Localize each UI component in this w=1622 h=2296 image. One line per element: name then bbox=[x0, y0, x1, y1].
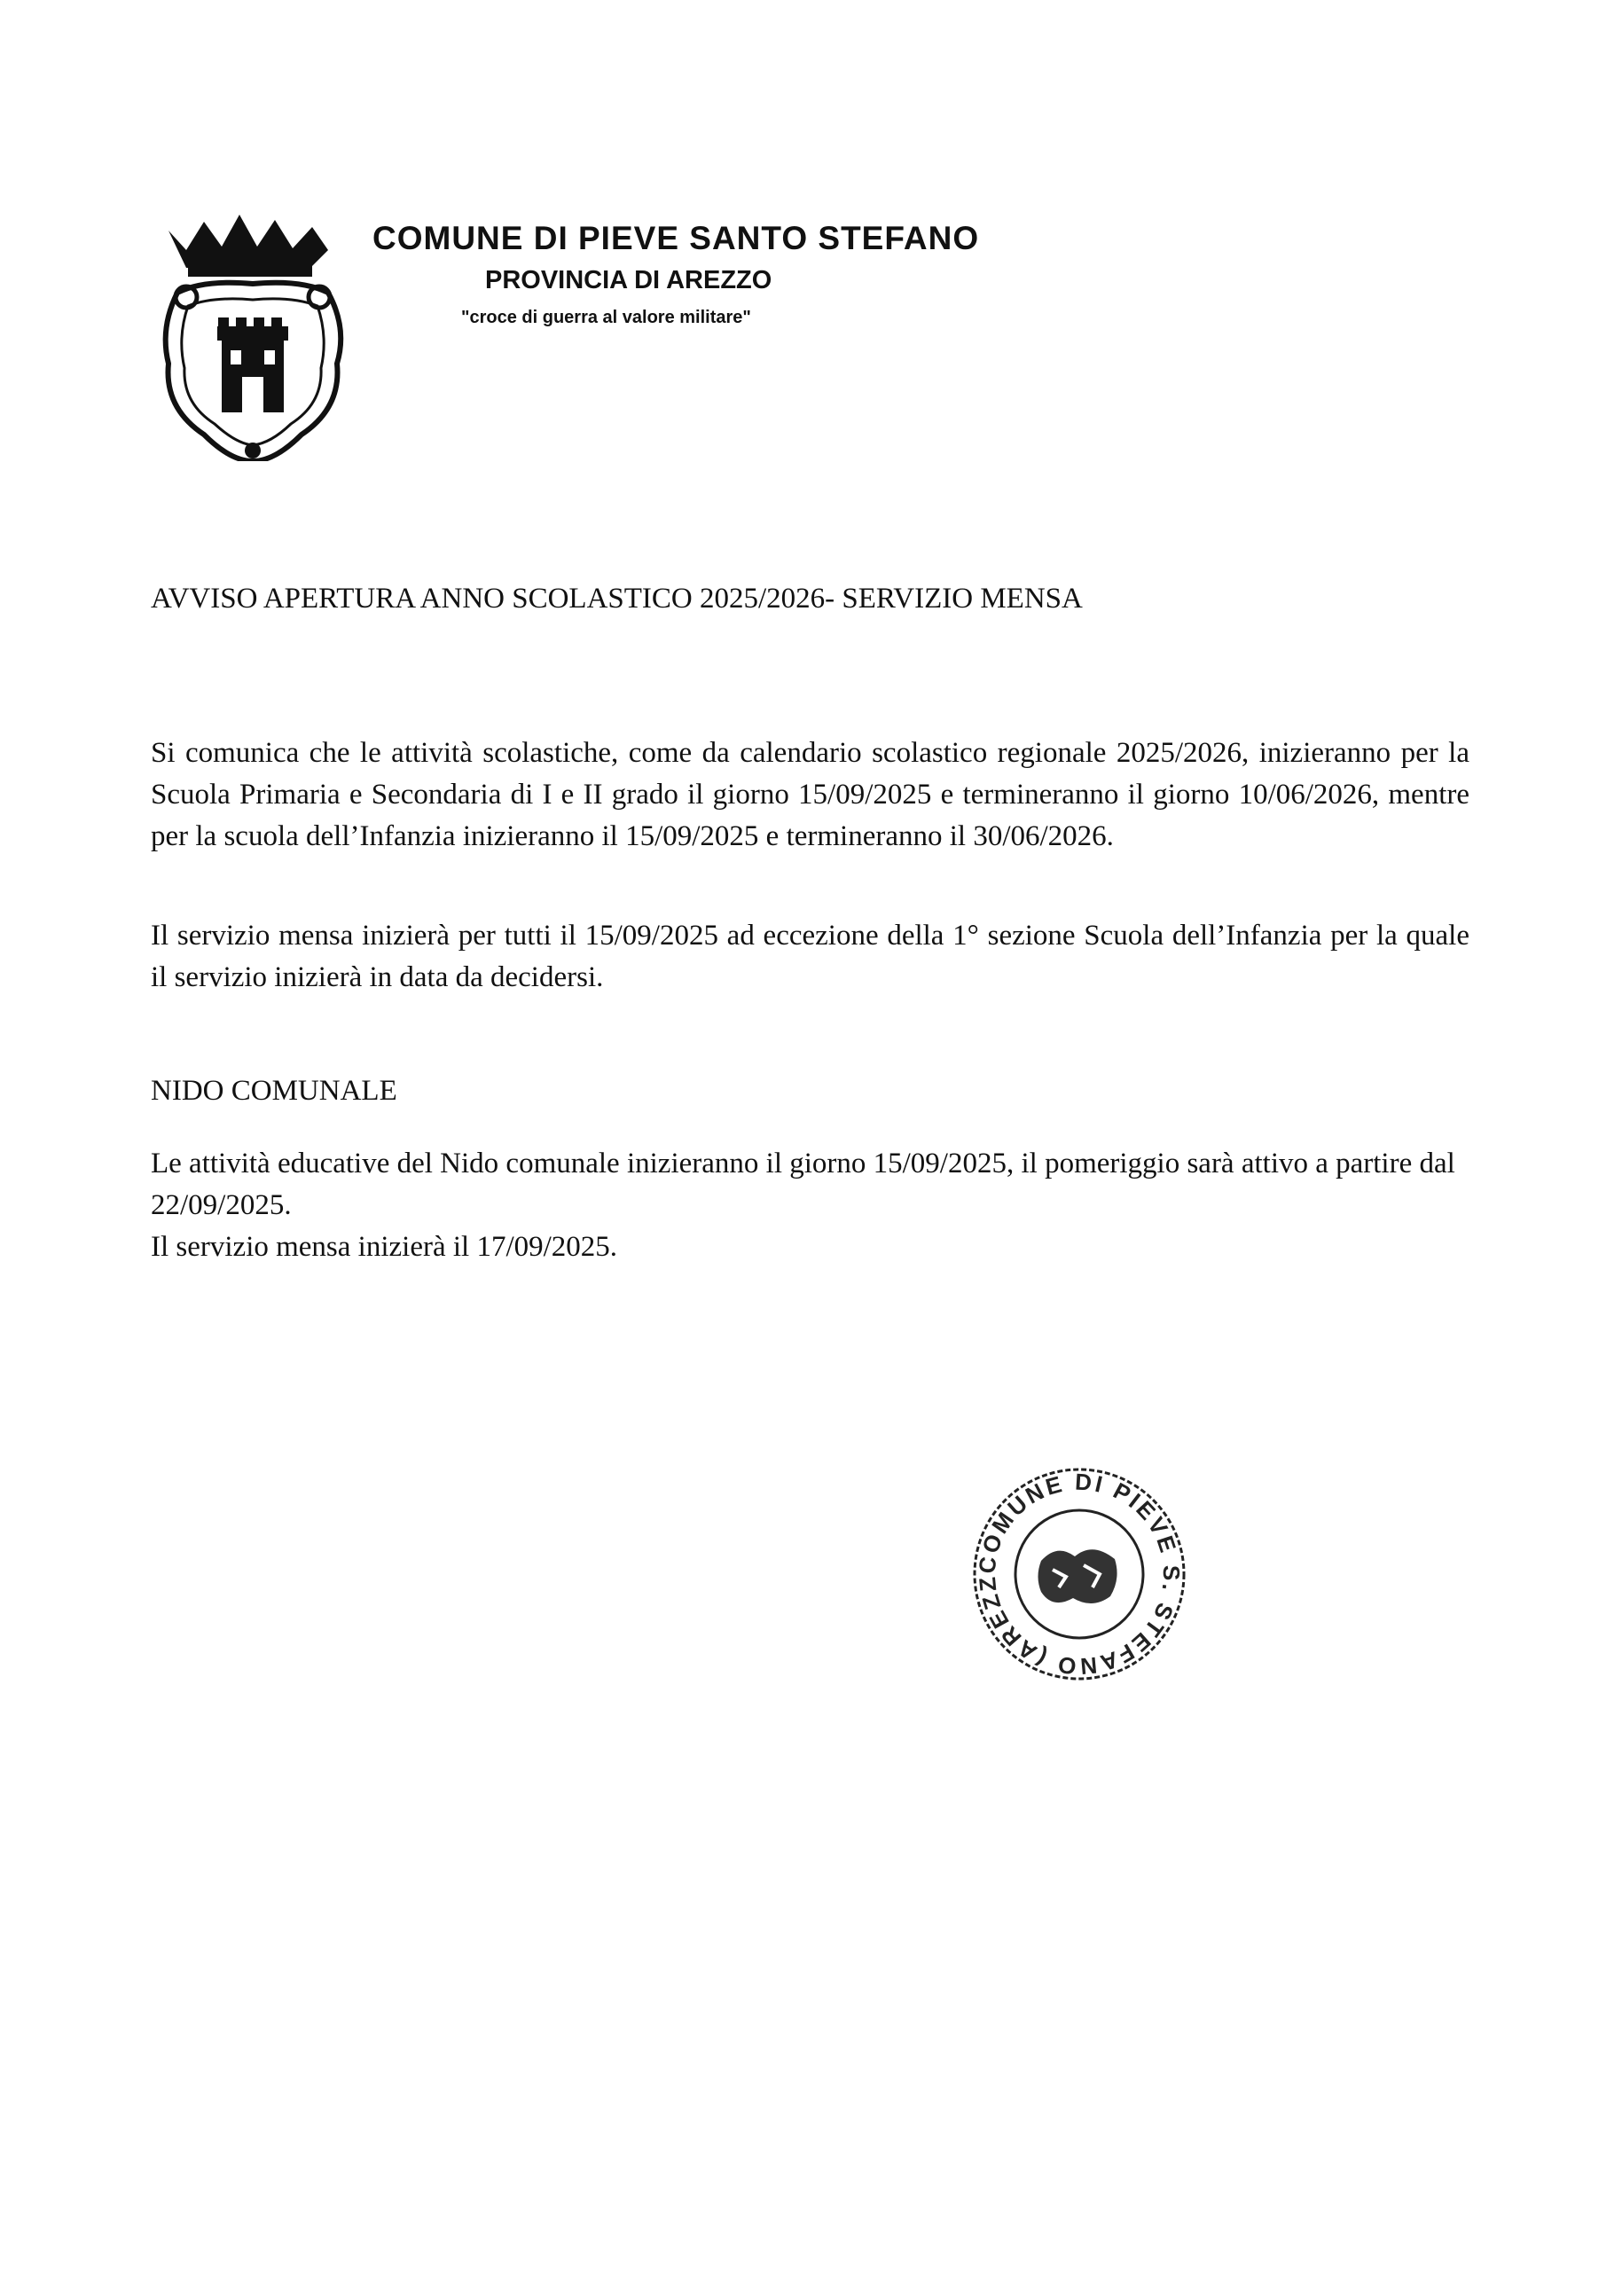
nido-heading: NIDO COMUNALE bbox=[151, 1075, 397, 1107]
school-calendar-paragraph: Si comunica che le attività scolastiche, come da calendario scolastico regionale 2025/2026, inizieranno per la Scuola Primaria e Secondaria di I e II grado il giorno 15/09/2025 e termineranno il giorno 10/06/2026, mentre per la scuola dell’Infanzia inizieranno il 15/09/2025 e termineranno il 30/06/2026. bbox=[151, 737, 1469, 852]
province-name: PROVINCIA DI AREZZO bbox=[485, 266, 772, 294]
canteen-service-paragraph: Il servizio mensa inizierà per tutti il 15/09/2025 ad eccezione della 1° sezione Scuola dell’Infanzia per la quale il servizio inizierà in data da decidersi. bbox=[151, 920, 1469, 993]
notice-title: AVVISO APERTURA ANNO SCOLASTICO 2025/2026- SERVIZIO MENSA bbox=[151, 583, 1083, 615]
stamp-text: COMUNE DI PIEVE S. STEFANO (AREZZ bbox=[973, 1468, 1186, 1681]
nido-canteen-text: Il servizio mensa inizierà il 17/09/2025. bbox=[151, 1231, 618, 1263]
nido-activities-text: Le attività educative del Nido comunale inizieranno il giorno 15/09/2025, il pomeriggio sarà attivo a partire dal 22/09/2025. bbox=[151, 1148, 1455, 1221]
municipality-motto: "croce di guerra al valore militare" bbox=[461, 308, 751, 327]
municipal-crest-logo bbox=[151, 195, 355, 461]
letterhead bbox=[372, 220, 979, 328]
municipal-stamp bbox=[968, 1463, 1190, 1685]
municipality-name: COMUNE DI PIEVE SANTO STEFANO bbox=[372, 220, 980, 256]
nido-paragraph-block bbox=[151, 1143, 1469, 1268]
